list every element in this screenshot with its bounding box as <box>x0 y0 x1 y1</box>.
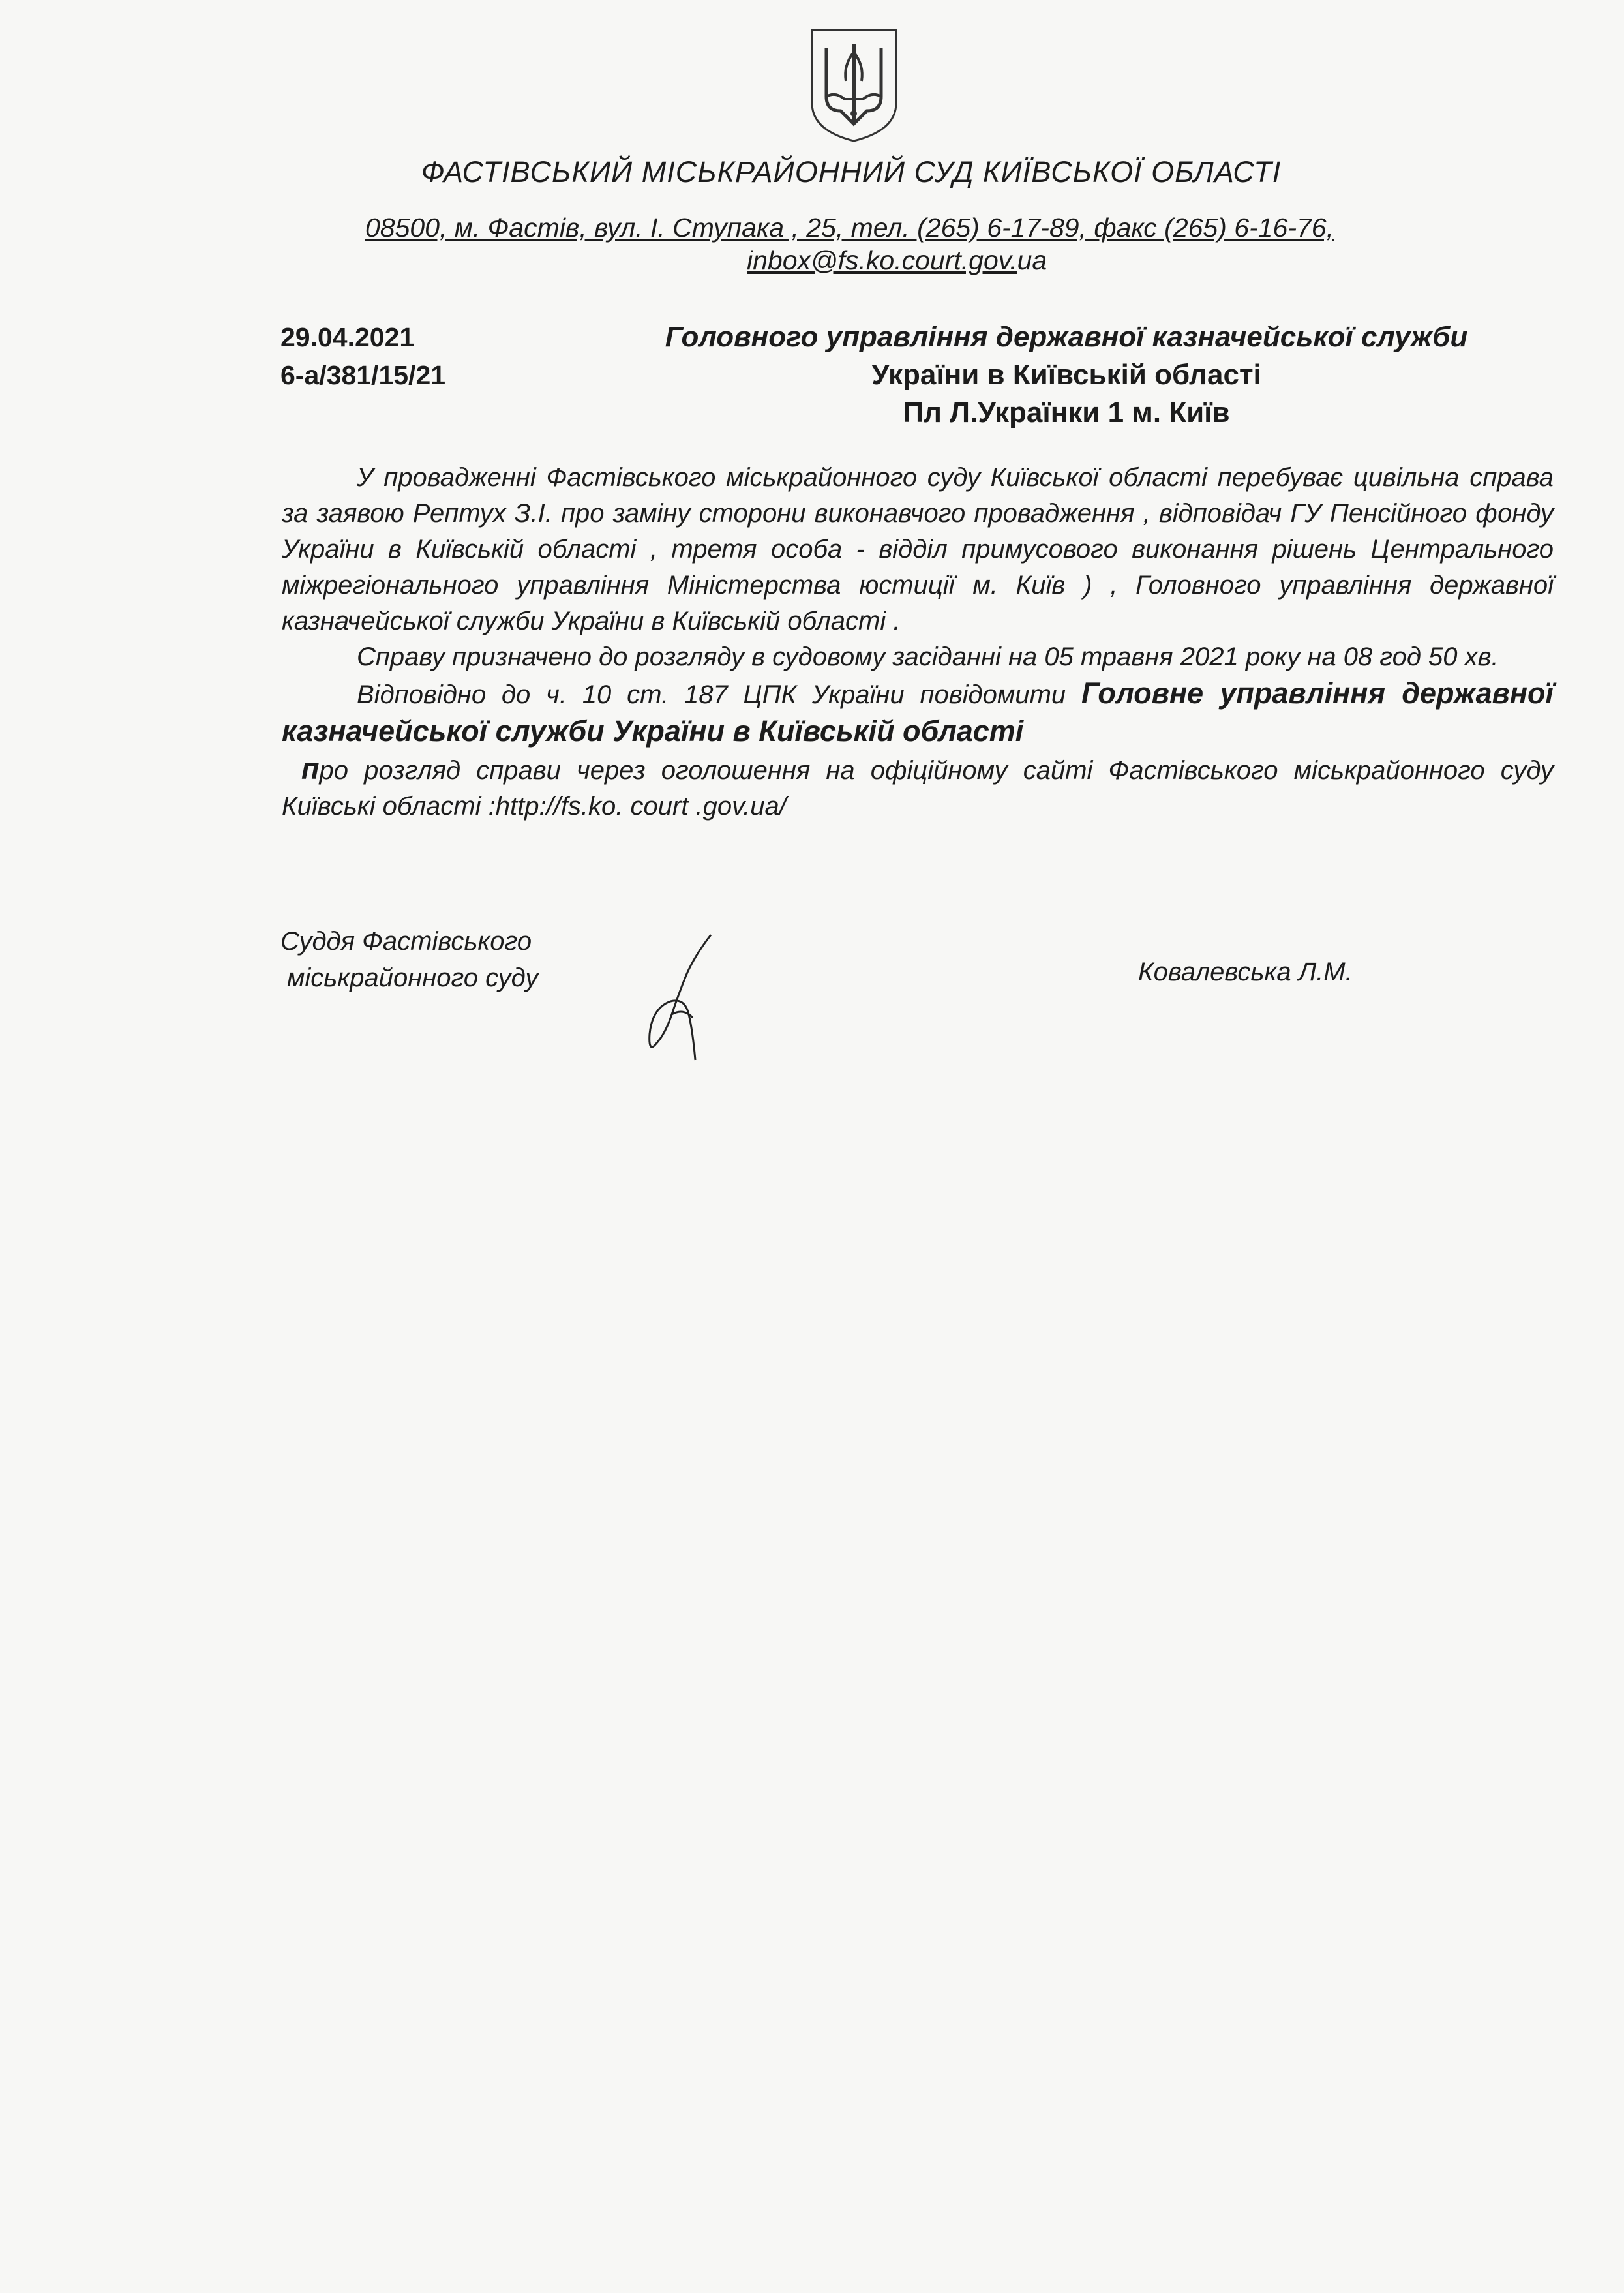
paragraph-4-text: ро розгляд справи через оголошення на офіційному сайті Фастівського міськрайонного суду Київські області :http://fs.ko. court .gov.ua/ <box>282 756 1554 821</box>
body-paragraph-1: У провадженні Фастівського міськрайонного суду Київської області перебуває цивільна справа за заявою Рептух З.І. про заміну сторони виконавчого провадження , відповідач ГУ Пенсійного фонду України в Київській області , третя особа - відділ примусового виконання рішень Центрального міжрегіонального управління Міністерства юстиції м. Київ ) , Головного управління державної казначейської служби України в Київській області . <box>282 463 1554 635</box>
trident-emblem-icon <box>807 26 901 144</box>
judge-title-line-2: міськрайонного суду <box>287 964 539 992</box>
notify-prefix: Відповідно до ч. 10 ст. 187 ЦПК України повідомити <box>357 680 1082 709</box>
court-email <box>747 245 1047 276</box>
judge-name: Ковалевська Л.М. <box>1138 958 1353 986</box>
handwritten-signature <box>633 930 744 1067</box>
body-paragraph-4 <box>282 751 1554 825</box>
email-tld: ua <box>1017 245 1047 275</box>
judge-title <box>280 923 538 996</box>
notify-recipient: Головне управління державної казначейської служби України в Київській області <box>282 676 1554 748</box>
judge-title-line-1: Суддя Фастівського <box>280 927 532 956</box>
body-paragraph-3 <box>282 675 1554 751</box>
email-user: inbox@fs.ko.court.gov. <box>747 245 1017 275</box>
body-paragraph-2: Справу призначено до розгляду в судовому засіданні на 05 травня 2021 року на 08 год 50 хв. <box>357 643 1499 671</box>
letter-meta <box>280 318 445 394</box>
paragraph-4-initial: п <box>301 752 320 785</box>
court-name: ФАСТІВСЬКИЙ МІСЬКРАЙОННИЙ СУД КИЇВСЬКОЇ ОБЛАСТІ <box>421 155 1282 189</box>
recipient-line-2: України в Київській області <box>871 359 1261 391</box>
letter-body <box>282 460 1554 825</box>
letter-date: 29.04.2021 <box>280 322 415 352</box>
recipient-line-3: Пл Л.Українки 1 м. Київ <box>903 397 1230 429</box>
court-address: 08500, м. Фастів, вул. І. Ступака , 25, тел. (265) 6-17-89, факс (265) 6-16-76, <box>365 213 1334 243</box>
recipient-line-1: Головного управління державної казначейської служби <box>665 321 1468 353</box>
recipient-block <box>587 318 1546 432</box>
case-number: 6-а/381/15/21 <box>280 360 446 390</box>
